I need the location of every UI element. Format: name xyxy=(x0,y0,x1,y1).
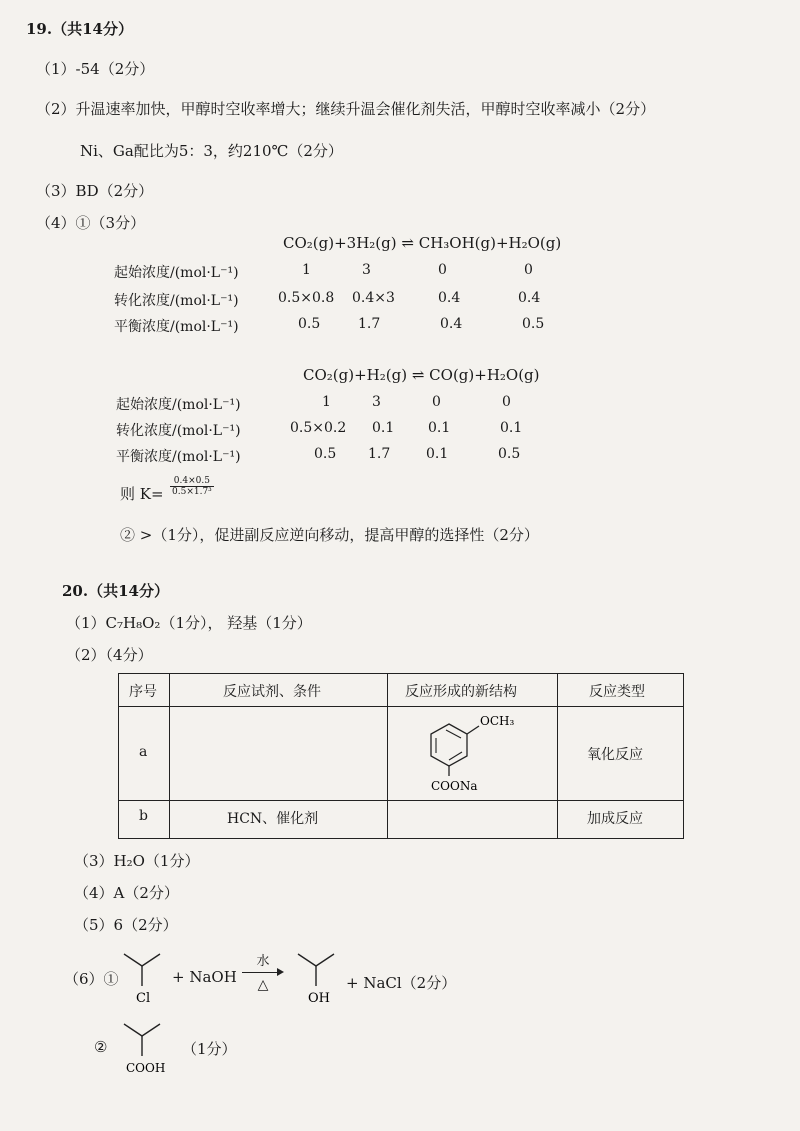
plus-naoh: + NaOH xyxy=(172,968,237,986)
table1-row2-v0: 0.5 xyxy=(298,316,321,332)
q20-part2: （2）（4分） xyxy=(66,646,153,664)
table1-row0-v3: 0 xyxy=(524,262,533,278)
hydroxyl-group: OH xyxy=(308,991,330,1006)
k-prefix: 则 K= xyxy=(120,485,164,503)
table2-row0-v1: 3 xyxy=(372,394,381,410)
q19-part2-line1: （2）升温速率加快，甲醇时空收率增大；继续升温会催化剂失活，甲醇时空收率减小（2分） xyxy=(36,100,656,118)
row-a-type: 氧化反应 xyxy=(587,747,643,763)
reaction-condition xyxy=(240,950,286,993)
q19-part3: （3）BD（2分） xyxy=(36,182,154,200)
table2-row2-label: 平衡浓度/(mol·L⁻¹) xyxy=(116,449,241,465)
row-a-index: a xyxy=(139,744,148,760)
methoxybenzoate-structure xyxy=(409,708,549,798)
table2-row1-v1: 0.1 xyxy=(372,420,395,436)
row-b-reagent: HCN、催化剂 xyxy=(227,811,319,827)
table-header-index: 序号 xyxy=(129,684,157,700)
table1-row2-v3: 0.5 xyxy=(522,316,545,332)
reaction-arrow xyxy=(240,969,286,977)
plus-nacl: + NaCl（2分） xyxy=(346,974,457,992)
table1-row1-v1: 0.4×3 xyxy=(352,290,395,306)
table1-row0-v0: 1 xyxy=(302,262,311,278)
table1-row1-v3: 0.4 xyxy=(518,290,541,306)
table1-row0-v2: 0 xyxy=(438,262,447,278)
table2-row2-v3: 0.5 xyxy=(498,446,521,462)
q19-part1: （1）-54（2分） xyxy=(36,60,155,78)
q20-part6-2-score: （1分） xyxy=(182,1040,237,1058)
k-numerator: 0.4×0.5 xyxy=(170,476,214,487)
condition-water: 水 xyxy=(256,954,270,969)
table2-row1-v3: 0.1 xyxy=(500,420,523,436)
isobutyric-acid-structure xyxy=(116,1016,186,1078)
table1-row1-label: 转化浓度/(mol·L⁻¹) xyxy=(114,293,239,309)
reaction2-equation: CO₂(g)+H₂(g) ⇌ CO(g)+H₂O(g) xyxy=(303,366,540,384)
table1-row2-label: 平衡浓度/(mol·L⁻¹) xyxy=(114,319,239,335)
table2-row1-v2: 0.1 xyxy=(428,420,451,436)
q20-part6-2-label: ② xyxy=(94,1038,108,1056)
substituent-coona: COONa xyxy=(431,779,478,793)
substituent-och3: OCH₃ xyxy=(480,714,515,728)
table-header-reagent: 反应试剂、条件 xyxy=(223,684,321,700)
q20-part6-label: （6）① xyxy=(64,970,119,988)
table2-row2-v1: 1.7 xyxy=(368,446,391,462)
table1-row1-v2: 0.4 xyxy=(438,290,461,306)
table1-row1-v0: 0.5×0.8 xyxy=(278,290,335,306)
table1-row2-v2: 0.4 xyxy=(440,316,463,332)
row-b-index: b xyxy=(139,808,148,824)
table2-row0-v0: 1 xyxy=(322,394,331,410)
table2-row1-v0: 0.5×0.2 xyxy=(290,420,347,436)
q20-part3: （3）H₂O（1分） xyxy=(74,852,200,870)
q19-part2-line2: Ni、Ga配比为5：3，约210℃（2分） xyxy=(80,142,343,160)
table2-row0-v3: 0 xyxy=(502,394,511,410)
q20-part5: （5）6（2分） xyxy=(74,916,178,934)
table-header-type: 反应类型 xyxy=(589,684,645,700)
table2-row2-v2: 0.1 xyxy=(426,446,449,462)
q20-part1: （1）C₇H₈O₂（1分）， 羟基（1分） xyxy=(66,614,312,632)
table-header-structure: 反应形成的新结构 xyxy=(405,684,517,700)
reaction-table xyxy=(118,673,684,839)
q19-header: 19.（共14分） xyxy=(26,20,133,38)
chloro-group: Cl xyxy=(136,991,151,1006)
table2-row0-v2: 0 xyxy=(432,394,441,410)
k-fraction xyxy=(170,476,214,497)
q20-header: 20.（共14分） xyxy=(62,582,169,600)
q19-part4: （4）①（3分） xyxy=(36,214,146,232)
condition-heat: △ xyxy=(257,977,269,993)
table1-row0-label: 起始浓度/(mol·L⁻¹) xyxy=(114,265,239,281)
table1-row0-v1: 3 xyxy=(362,262,371,278)
table2-row0-label: 起始浓度/(mol·L⁻¹) xyxy=(116,397,241,413)
table2-row2-v0: 0.5 xyxy=(314,446,337,462)
reaction1-equation: CO₂(g)+3H₂(g) ⇌ CH₃OH(g)+H₂O(g) xyxy=(283,234,562,252)
row-b-type: 加成反应 xyxy=(587,811,643,827)
table2-row1-label: 转化浓度/(mol·L⁻¹) xyxy=(116,423,241,439)
q19-part4-2: ② >（1分），促进副反应逆向移动，提高甲醇的选择性（2分） xyxy=(120,526,539,544)
carboxyl-group: COOH xyxy=(126,1061,166,1075)
table1-row2-v1: 1.7 xyxy=(358,316,381,332)
q20-part4: （4）A（2分） xyxy=(74,884,179,902)
k-denominator: 0.5×1.7³ xyxy=(172,487,212,497)
